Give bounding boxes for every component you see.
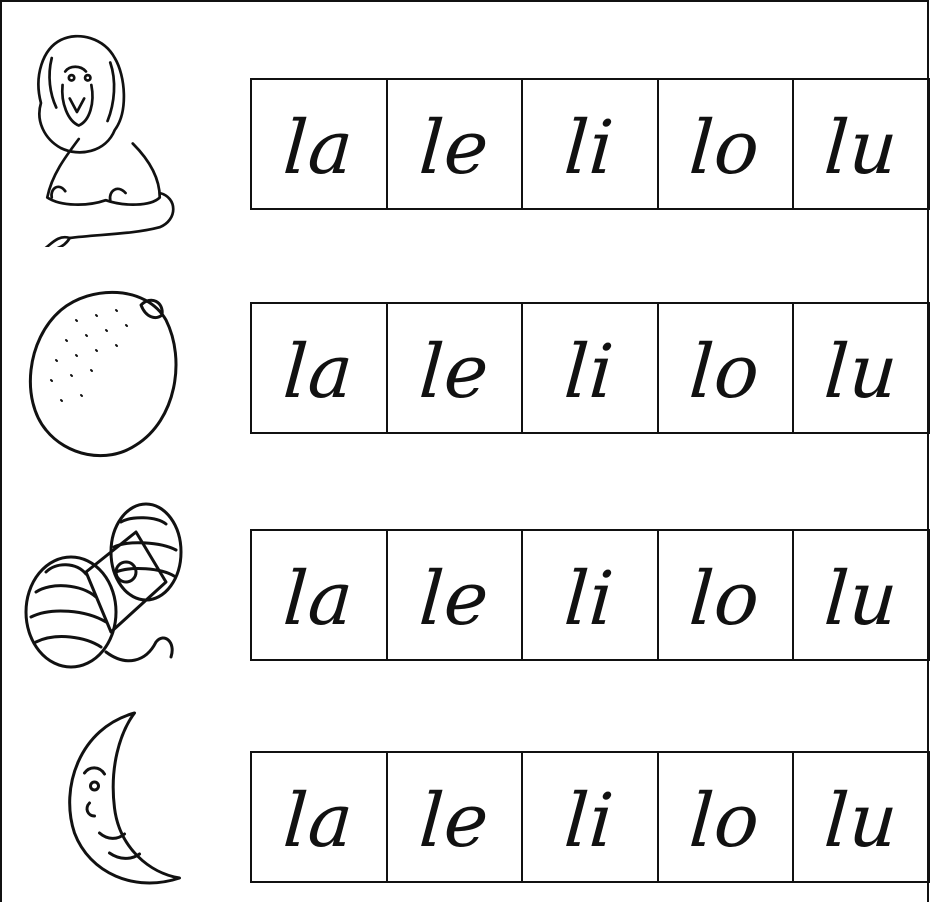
syllable-strip-row-4 [250,751,930,883]
syllable-cell [252,531,388,659]
syllable-cell [523,753,659,881]
syllable-le: le [416,556,492,642]
syllable-li: li [562,556,618,642]
syllable-lo: lo [687,778,764,864]
syllable-cell [388,304,524,432]
syllable-li: li [562,329,618,415]
syllable-cell [252,80,388,208]
syllable-cell [523,304,659,432]
syllable-cell [523,531,659,659]
syllable-strip-row-3 [250,529,930,661]
syllable-cell [252,753,388,881]
syllable-li: li [562,778,618,864]
syllable-cell [659,304,795,432]
syllable-lu: lu [821,105,901,191]
syllable-strip-row-1 [250,78,930,210]
syllable-cell [388,753,524,881]
syllable-cell [388,80,524,208]
syllable-cell [794,304,928,432]
syllable-lu: lu [821,556,901,642]
syllable-cell [388,531,524,659]
syllable-lu: lu [821,329,901,415]
moon-icon [32,708,207,898]
syllable-le: le [416,778,492,864]
syllable-cell [794,80,928,208]
syllable-lo: lo [687,329,764,415]
syllable-cell [659,531,795,659]
syllable-cell [659,80,795,208]
syllable-strip-row-2 [250,302,930,434]
syllable-la: la [280,105,357,191]
syllable-le: le [416,105,492,191]
syllable-la: la [280,329,357,415]
syllable-lo: lo [687,105,764,191]
syllable-cell [252,304,388,432]
lion-icon [16,22,191,247]
syllable-la: la [280,556,357,642]
yarn-icon [16,492,191,687]
syllable-cell [794,531,928,659]
syllable-la: la [280,778,357,864]
syllable-lu: lu [821,778,901,864]
lemon-icon [16,280,191,470]
syllable-li: li [562,105,618,191]
syllable-le: le [416,329,492,415]
syllable-cell [659,753,795,881]
syllable-cell [794,753,928,881]
syllable-lo: lo [687,556,764,642]
syllable-cell [523,80,659,208]
